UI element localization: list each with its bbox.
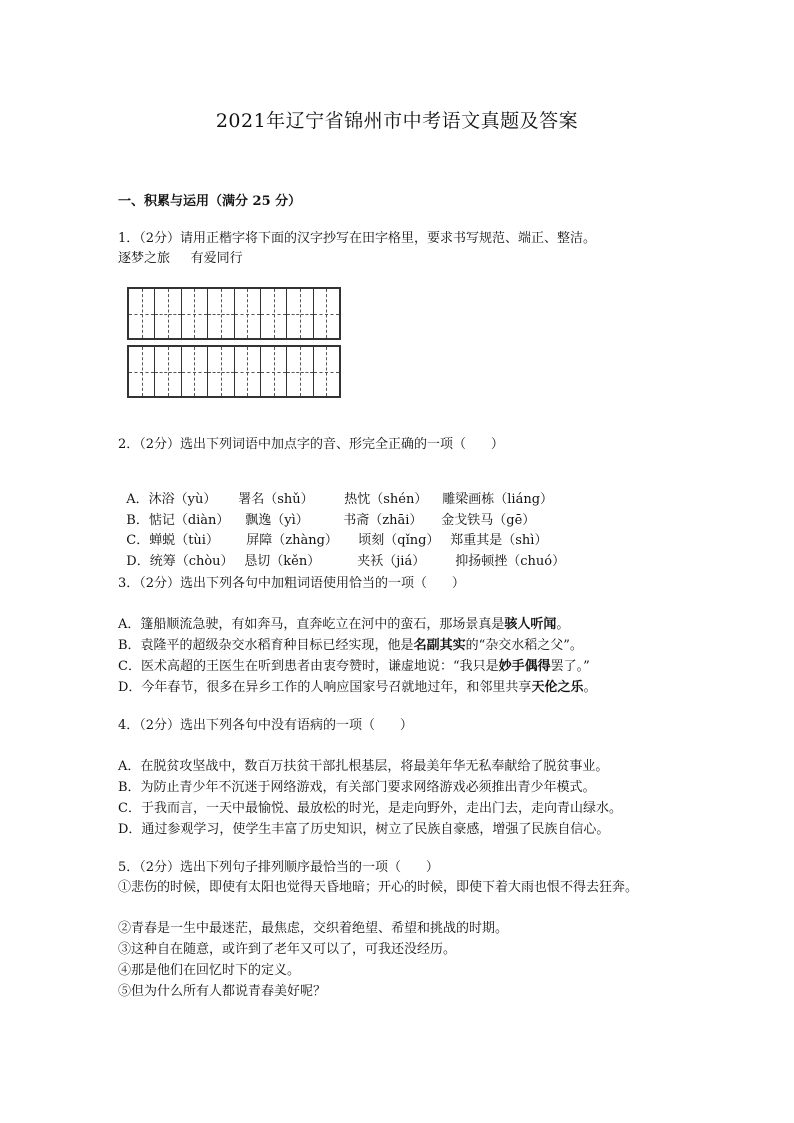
option-word: 抑扬顿挫（chuó） bbox=[455, 554, 566, 569]
grid-cell bbox=[261, 289, 287, 338]
grid-cell bbox=[155, 347, 181, 396]
question-4-option-b: B．为防止青少年不沉迷于网络游戏，有关部门要求网络游戏必须推出青少年模式。 bbox=[118, 780, 596, 795]
option-text: B．袁隆平的超级杂交水稻育种目标已经实现，他是 bbox=[118, 638, 414, 653]
grid-cell bbox=[129, 289, 155, 338]
question-3-option-d bbox=[118, 680, 596, 696]
grid-cell bbox=[235, 347, 261, 396]
option-word: 飘逸（yì） bbox=[245, 513, 309, 528]
grid-cell bbox=[314, 347, 339, 396]
question-4-stem: 4．（2分）选出下列各句中没有语病的一项（ ） bbox=[118, 718, 413, 733]
option-word: 夹袄（jiá） bbox=[357, 554, 426, 569]
grid-cell bbox=[261, 347, 287, 396]
writing-grid-row-1 bbox=[127, 287, 341, 340]
option-word: 顷刻（qǐng） bbox=[358, 533, 440, 548]
question-2-stem: 2．（2分）选出下列词语中加点字的音、形完全正确的一项（ ） bbox=[118, 437, 504, 452]
grid-cell bbox=[182, 289, 208, 338]
grid-cell bbox=[287, 289, 313, 338]
option-word: B．惦记（diàn） bbox=[126, 513, 230, 528]
option-text: 的“杂交水稻之父”。 bbox=[465, 638, 583, 653]
question-5-sentence-1: ①悲伤的时候，即使有太阳也觉得天昏地暗；开心的时候，即使下着大雨也恨不得去狂奔。 bbox=[118, 880, 639, 895]
option-text: D．今年春节，很多在异乡工作的人响应国家号召就地过年，和邻里共享 bbox=[118, 680, 532, 695]
question-4-option-d: D．通过参观学习，使学生丰富了历史知识，树立了民族自豪感，增强了民族自信心。 bbox=[118, 822, 610, 837]
bold-phrase: 天伦之乐 bbox=[531, 680, 584, 695]
grid-cell bbox=[287, 347, 313, 396]
option-word: 恳切（kěn） bbox=[244, 554, 321, 569]
option-word: A．沐浴（yù） bbox=[126, 492, 217, 507]
question-1-text: 逐梦之旅 有爱同行 bbox=[118, 251, 243, 266]
option-word: 郑重其是（shì） bbox=[450, 533, 548, 548]
option-text: 。 bbox=[556, 617, 570, 632]
option-word: D．统筹（chòu） bbox=[126, 554, 234, 569]
grid-cell bbox=[155, 289, 181, 338]
question-5-sentence-5: ⑤但为什么所有人都说青春美好呢？ bbox=[118, 984, 327, 999]
writing-grid-row-2 bbox=[127, 345, 341, 398]
grid-cell bbox=[235, 289, 261, 338]
option-word: 书斋（zhāi） bbox=[343, 513, 423, 528]
option-word: 署名（shǔ） bbox=[238, 492, 314, 507]
grid-cell bbox=[129, 347, 155, 396]
question-4-option-a: A．在脱贫攻坚战中，数百万扶贫干部扎根基层，将最美年华无私奉献给了脱贫事业。 bbox=[118, 759, 609, 774]
option-word: C．蝉蜕（tùi） bbox=[126, 533, 219, 548]
option-word: 屏障（zhàng） bbox=[246, 533, 338, 548]
bold-phrase: 骇人听闻 bbox=[504, 617, 557, 632]
bold-phrase: 妙手偶得 bbox=[498, 659, 551, 674]
grid-cell bbox=[208, 289, 234, 338]
option-word: 金戈铁马（gē） bbox=[441, 513, 536, 528]
question-1-stem: 1．（2分）请用正楷字将下面的汉字抄写在田字格里，要求书写规范、端正、整洁。 bbox=[118, 231, 597, 246]
option-text: C．医术高超的王医生在听到患者由衷夸赞时，谦虚地说：“我只是 bbox=[118, 659, 499, 674]
option-text: A．篷船顺流急驶，有如奔马，直奔屹立在河中的蛮石，那场景真是 bbox=[118, 617, 505, 632]
option-word: 热忱（shén） bbox=[344, 492, 428, 507]
question-3-stem: 3．（2分）选出下列各句中加粗词语使用恰当的一项（ ） bbox=[118, 576, 465, 591]
option-text: 罢了。” bbox=[550, 659, 590, 674]
question-4-option-c: C．于我而言，一天中最愉悦、最放松的时光，是走向野外，走出门去，走向青山绿水。 bbox=[118, 801, 622, 816]
question-5-sentence-3: ③这种自在随意，或许到了老年又可以了，可我还没经历。 bbox=[118, 942, 457, 957]
question-3-option-a bbox=[118, 617, 569, 633]
page-title: 2021年辽宁省锦州市中考语文真题及答案 bbox=[215, 110, 579, 132]
bold-phrase: 名副其实 bbox=[413, 638, 466, 653]
grid-cell bbox=[182, 347, 208, 396]
question-2-option-d bbox=[118, 538, 565, 570]
grid-cell bbox=[208, 347, 234, 396]
grid-cell bbox=[314, 289, 339, 338]
question-5-sentence-4: ④那是他们在回忆时下的定义。 bbox=[118, 963, 301, 978]
section-heading: 一、积累与运用（满分 25 分） bbox=[118, 194, 302, 209]
question-3-option-c bbox=[118, 659, 590, 675]
question-3-option-b bbox=[118, 638, 583, 654]
option-text: 。 bbox=[583, 680, 597, 695]
option-word: 雕梁画栋（liáng） bbox=[442, 492, 554, 507]
question-5-sentence-2: ②青春是一生中最迷茫，最焦虑，交织着绝望、希望和挑战的时期。 bbox=[118, 921, 509, 936]
question-5-stem: 5．（2分）选出下列句子排列顺序最恰当的一项（ ） bbox=[118, 860, 439, 875]
